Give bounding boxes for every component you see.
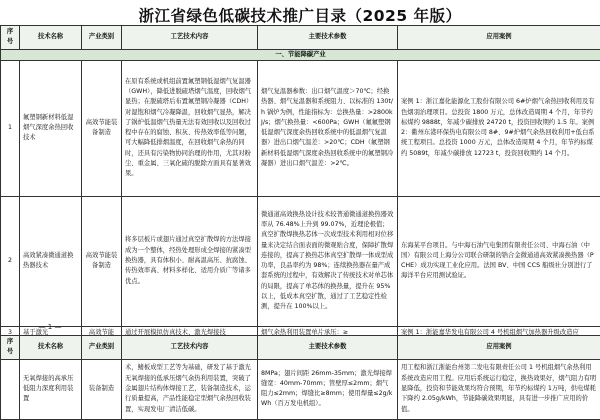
table-row — [1, 359, 600, 419]
row-no: 3 — [1, 326, 20, 339]
row-tech-name: 无氧焊接的高承压低阻力深度利用装置 — [20, 359, 82, 419]
row-cases: 用工程和浙江浙能台州第二发电有限责任公司 1 号机组烟气余热利用系统改造应用工程。应用后系统运行稳定，换热效果好，烟气阻力有明显降低，投资和节能效果均符合预期，年节约标煤约 1万吨，供电煤耗下降约 2.05g/kWh，节能降碳效果明显，具有进一步推广应用的价值。 — [398, 359, 600, 419]
header-process: 工艺技术内容 — [122, 26, 258, 50]
section-title: 一、节能降碳产业 — [1, 49, 600, 60]
header-params: 主要技术参数 — [258, 26, 398, 50]
section-row — [1, 49, 600, 60]
row-cases: 东海某平台项目。与中海石油气电集团有限责任公司、中海石油（中国）有限公司上海分公司联合研制的锆合金微通道高效紧凑换热器（PCHE）成功实现工业化应用。法国 BV、中国 CCS 船级社分别进行了海洋平台应用测试验证。 — [398, 196, 600, 326]
table-row — [1, 196, 600, 326]
row-category: 高效节能 — [82, 326, 122, 339]
header-category: 产业类别 — [82, 26, 122, 50]
row-category: 高效节能装备制造 — [82, 60, 122, 196]
row-process: 术，鳍板成型工艺等为基础，研发了基于激光无氧焊接的低承压烟气余热利用装置，突破了金属翅片结构体焊接工艺，装备制造技术，运行质量提高，产品性能稳定型烟气余热回收装置，实现发电厂清洁低碳。 — [122, 359, 258, 419]
header-process: 工艺技术内容 — [122, 336, 258, 360]
header-tech-name: 技术名称 — [20, 26, 82, 50]
catalog-table — [0, 25, 600, 340]
header-no: 序号 — [1, 26, 20, 50]
table-header-row — [1, 26, 600, 50]
header-cases: 应用案例 — [398, 26, 600, 50]
table-header-row — [1, 336, 600, 360]
row-no — [1, 359, 20, 419]
row-tech-name: 基于激光 — [20, 326, 82, 339]
row-params: 8MPa；翅片间距 26mm-35mm；激光焊接焊缝宽：40mm-70mm；管壁厚≤2mm；烟气阻力≤2mm；焊缝比≥8mm；使用焊量≤2g/kWh（百万发电机组）。 — [258, 359, 398, 419]
row-category: 装备制造 — [82, 359, 122, 419]
row-category: 高效节能装备制造 — [82, 196, 122, 326]
row-cases: 案例 1：浙能嘉华发电有限公司 4 号机组烟气加热器升级改造应 — [398, 326, 600, 339]
table-row — [1, 60, 600, 196]
row-no: 2 — [1, 196, 20, 326]
row-process: 在原有系统或机组前置氟塑钢低湿烟气复温器（GWH），降低进脱硫塔烟气温度，回收烟气显热；在脱硫塔后布置氟塑钢冷凝器（CDH）对湿饱和烟气冷凝降温，回收烟气显热，解决了锅炉低温烟气热量无法有效回收以及回收过程中存在的腐蚀、积灰、传热效率低等问题，可大幅降低排烟温度，在回收烟气余热的同时，还具有污染物协同治理的作用，尤其对粉尘、重金属、三氧化硫的脱除方面具有显著效果。 — [122, 60, 258, 196]
header-category: 产业类别 — [82, 336, 122, 360]
row-tech-name: 氟塑钢新材料低湿烟气深度余热回收技术 — [20, 60, 82, 196]
page-number: — 1 — — [0, 323, 100, 331]
page-title: 浙江省绿色低碳技术推广目录（2025 年版） — [0, 4, 600, 26]
row-params: 烟气复温器参数：出口烟气温度＞70℃；经换热器、烟气复温器和系统阻力、以标准的 130t/h 锅炉为例，性能指标为：总换热量：>2800kJ/s；烟气换热量：<600Pa；GWH（氟氟塑钢低湿烟气深度余热回收系统中的低温烟气复温器）进出口烟气温差：>20℃；CDH（氟塑钢新材料低湿烟气深度余热回收系统中的氟塑钢冷凝器）进出口烟气温差：>2℃。 — [258, 60, 398, 196]
header-no: 序号 — [1, 336, 20, 360]
row-process: 通过开展模拟仿真技术、激光焊接技 — [122, 326, 258, 339]
row-no: 1 — [1, 60, 20, 196]
row-params: 烟气余热利用装置单片承压：≥ — [258, 326, 398, 339]
row-tech-name: 高效紧凑微通道换热器技术 — [20, 196, 82, 326]
row-params: 微通道高效换热设计技术较普通微通道换热器效率从 76.48%上升到 99.07%，近理论极值；真空扩散焊换热芯体一次成型技术利用相对位移量来决定结合面表面的微观贴合度，保障扩散焊连接的，提高了换热芯体真空扩散焊一体成型成功率，良品率约为 98%；连续换热器在量产成套系统的过程中，有效解决了传统技术对单芯体的局限，提高了单芯体的换热量，提升在 95%以上，低成本真空扩散，通过了工艺稳定性检测，提升在 100%以上。 — [258, 196, 398, 326]
row-cases: 案例 1：浙江嘉化能源化工股份有限公司 6#炉烟气余热回收利用及有色烟羽治理项目。总投资 1800 万元，总体改造周期 4 个月，年节约标煤约 9888t，年减少碳排放 24720 t，投资回收期约 1.5 年。案例 2：衢州东港环保热电有限公司 8#、9#炉烟气余热回收利用+低白系统工程项目。总投资 1000 万元，总体改造周期 4 个月，年节约标煤约 5089t，年减少碳排放 12723 t，投资回收期约 14 个月。 — [398, 60, 600, 196]
row-process: 将多层板片或翅片通过真空扩散焊的方法焊接成为一个整体，经热处理形成全焊接的紧凑型换热器，具有体积小、耐高温高压、抗腐蚀、传热效率高、材料多样化、适用介质广等诸多优点。 — [122, 196, 258, 326]
catalog-table-continued — [0, 335, 600, 420]
header-cases: 应用案例 — [398, 336, 600, 360]
header-params: 主要技术参数 — [258, 336, 398, 360]
header-tech-name: 技术名称 — [20, 336, 82, 360]
